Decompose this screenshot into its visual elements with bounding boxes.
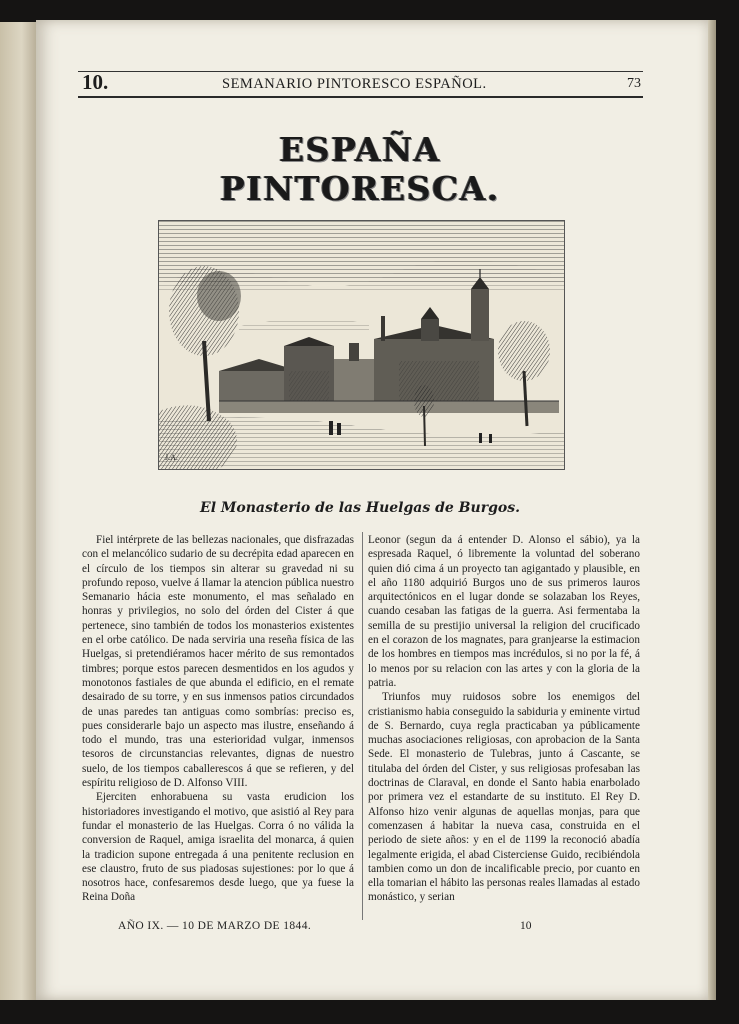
article-column-right: [368, 533, 640, 905]
issue-number: 10.: [82, 70, 109, 94]
section-masthead: ESPAÑA PINTORESCA.: [220, 130, 500, 208]
right-page-edge: [708, 20, 716, 1000]
paragraph: Leonor (segun da á entender D. Alonso el sábio), ya la espresada Raquel, ó libremente la voluntad del soberano quien dió cima á un proyecto tan agigantado y plausible, en el año 1180 adquirió Burgos uno de sus primeros lauros arquitectónicos en el lugar donde se solazaban los Reyes, cuando cesaban las fatigas de la guerra. Asi fermentaba la semilla de su prestijio universal la religion del crucificado en el corazon de los magnates, para granjearse la estimacion de los hombres en tiempos mas incrédulos, si no por la fé, á lo menos por su relacion con las artes y con la gloria de la patria.: [368, 534, 640, 689]
left-page-edge: [0, 22, 37, 1000]
paragraph: Fiel intérprete de las bellezas nacionales, que disfrazadas con el melancólico sudario de su decrépita edad aparecen en el círculo de los tiempos sin alterar su gravedad ni su profundo reposo, vuelve á llamar la atencion pública nuestro Semanario hácia este monumento, el mas señalado en honras y privilegios, no solo del órden del Cister á que pertenece, sino también de todos los monasterios existentes en el orbe católico. De nada serviria una reseña física de las Huelgas, si pretendiéramos hacer mérito de sus remontados timbres; porque estos parecen desmentidos en los agudos y monotonos fastiales de que abunda el edificio, en el remate desairado de su torre, y en sus inmensos patios circundados de unas paredes tan antiguas como sombrías: preciso es, pues considerarle bajo un aspecto mas ilustre, enseñando á todo el mundo, tras una esterioridad vulgar, inmensos tesoros de circunstancias relevantes, dignas de nuestro suelo, de los tiempos caballerescos á que se refieren, y del espíritu religioso de D. Alfonso VIII.: [82, 534, 354, 790]
header-rule-top: [78, 71, 643, 72]
engraver-signature: J.A.: [165, 453, 178, 462]
monastery-engraving: [158, 220, 565, 470]
page-number: 73: [627, 76, 641, 91]
running-title: SEMANARIO PINTORESCO ESPAÑOL.: [222, 76, 487, 92]
column-divider: [362, 532, 363, 920]
paragraph: Triunfos muy ruidosos sobre los enemigos del cristianismo habia conseguido la sabiduria y eminente virtud de S. Bernardo, cuya regla practicaban ya públicamente muchas asociaciones religiosas, con aprobacion de la Santa Sede. El monasterio de Tulebras, junto á Cascante, se titulaba del órden del Cister, y sus religiosas profesaban las doctrinas de Claraval, en donde el Santo habia enarbolado por primera vez el estandarte de su instituto. El Rey D. Alfonso hizo venir algunas de aquellas monjas, para que comenzasen á habitar la nueva casa, construida en el periodo de siete años: y en el de 1199 la reconoció abadía legalmente erigida, el abad Cisterciense Guido, recibiéndola tambien como un don de incalificable precio, por cuanto en ella tomarian el hábito las personas reales llamadas al estado monástico, y serian: [368, 691, 640, 904]
article-column-left: [82, 533, 354, 905]
header-rule: [78, 96, 643, 98]
issue-date: AÑO IX. — 10 DE MARZO DE 1844.: [118, 920, 312, 932]
sheet-number: 10: [520, 920, 532, 932]
paragraph: Ejerciten enhorabuena su vasta erudicion los historiadores investigando el motivo, que asistió al Rey para fundar el monasterio de las Huelgas. Corra ó no válida la conversion de Raquel, amiga israelita del monarca, á quien la tradicion supone entregada á una penitente reclusion en ese claustro, fruto de sus piadosas sujestiones: por lo que á nosotros hace, confesaremos desde luego, que ya fuese la Reina Doña: [82, 791, 354, 904]
illustration-caption: El Monasterio de las Huelgas de Burgos.: [200, 500, 520, 516]
engraving-drawing: [159, 221, 564, 469]
